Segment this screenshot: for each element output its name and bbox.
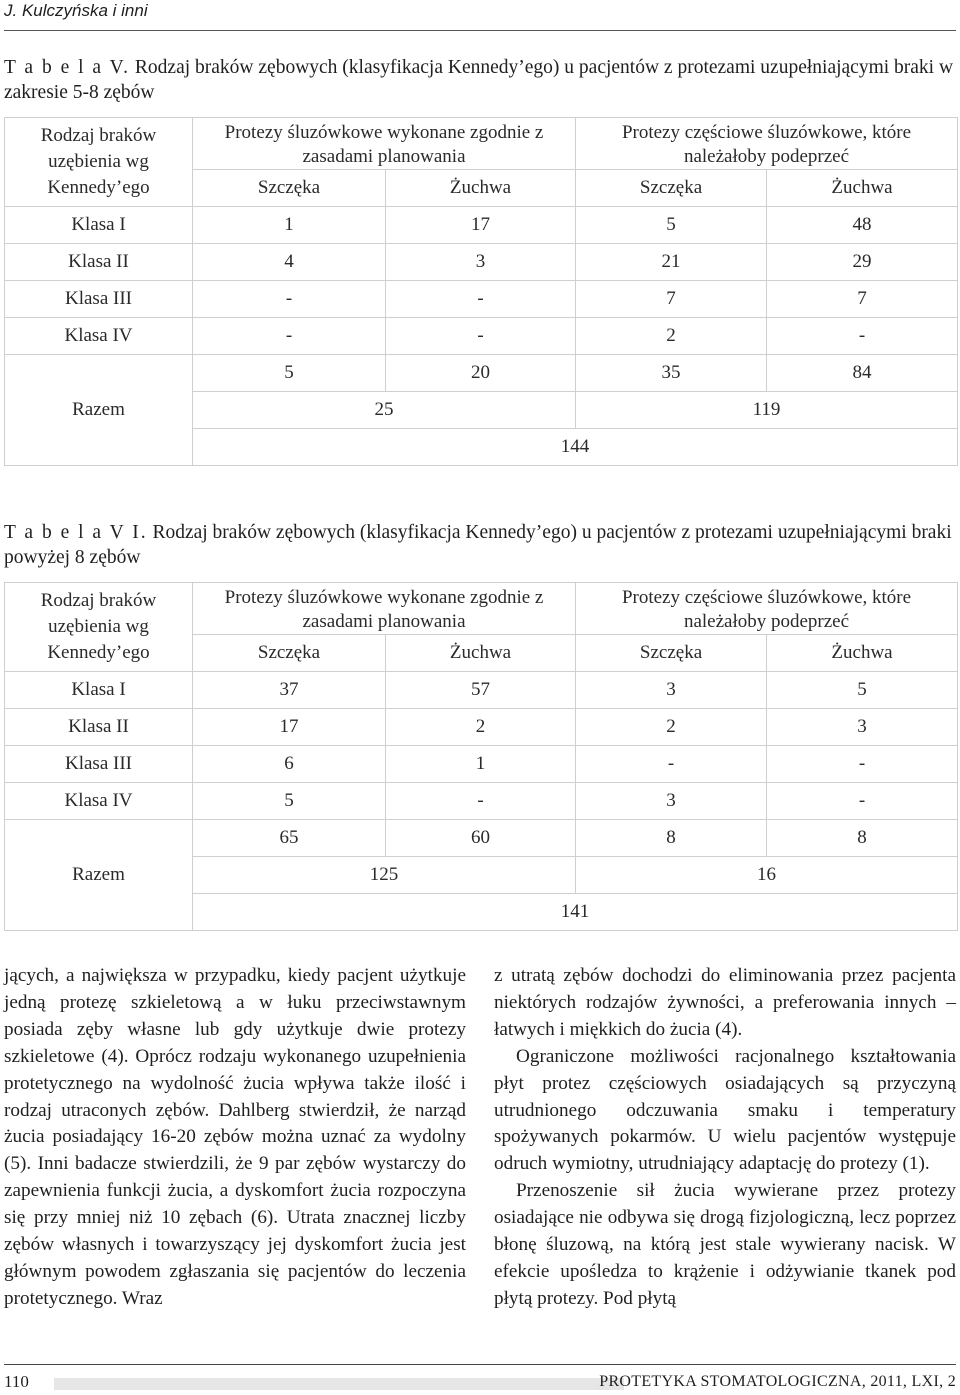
table-cell: - — [386, 783, 576, 820]
table-cell: 57 — [386, 672, 576, 709]
table6-group1-header: Protezy śluzówkowe wykonane zgodnie z zasadami planowania — [193, 583, 576, 635]
table6 — [4, 582, 958, 931]
body-paragraph: jących, a największa w przypadku, kiedy pacjent użytkuje jedną protezę szkieletową a w łuku przeciwstawnym posiada zęby własne lub gdy użytkuje dwie protezy szkieletowe (4). Oprócz rodzaju wykonanego uzupełnienia protetycznego na wydolność żucia wpływa także ilość i rodzaj utraconych zębów. Dahlberg stwierdził, że narząd żucia posiadający 16-20 zębów można uznać za wydolny (5). Inni badacze stwierdzili, że 9 par zębów wystarczy do zapewnienia funkcji żucia, a dyskomfort żucia rozpoczyna się przy mniej niż 10 zębach (6). Utrata znacznej liczby zębów własnych i towarzyszący jej dyskomfort żucia jest głównym powodem zgłaszania się pacjentów do leczenia protetycznego. Wraz — [4, 965, 466, 1309]
table5-caption-text: Rodzaj braków zębowych (klasyfikacja Kennedy’ego) u pacjentów z protezami uzupełniającymi braki w zakresie 5-8 zębów — [4, 57, 954, 103]
table-cell: 17 — [386, 207, 576, 244]
table-row — [5, 672, 958, 709]
row-label: Klasa IV — [5, 318, 193, 355]
total-cell: 60 — [386, 820, 576, 857]
body-column-left — [4, 963, 466, 1313]
total-label: Razem — [5, 820, 193, 931]
table-cell: 5 — [193, 783, 386, 820]
row-label: Klasa I — [5, 207, 193, 244]
footer-band — [54, 1378, 624, 1390]
page-footer — [4, 1370, 956, 1394]
running-head — [4, 0, 956, 31]
group-total-cell: 119 — [576, 392, 958, 429]
total-cell: 5 — [193, 355, 386, 392]
table6-sub-header: Żuchwa — [386, 635, 576, 672]
table-cell: 3 — [576, 783, 767, 820]
table6-sub-header: Żuchwa — [767, 635, 958, 672]
table-cell: 3 — [386, 244, 576, 281]
table-cell: - — [386, 281, 576, 318]
total-cell: 8 — [767, 820, 958, 857]
table-cell: 7 — [576, 281, 767, 318]
table-row — [5, 318, 958, 355]
row-label: Klasa I — [5, 672, 193, 709]
row-label: Klasa III — [5, 746, 193, 783]
total-cell: 35 — [576, 355, 767, 392]
grand-total-cell: 141 — [193, 894, 958, 931]
table5-sub-header: Szczęka — [193, 170, 386, 207]
total-label: Razem — [5, 355, 193, 466]
table-cell: 21 — [576, 244, 767, 281]
table-cell: - — [386, 318, 576, 355]
table6-corner-header: Rodzaj braków uzębienia wg Kennedy’ego — [5, 583, 193, 672]
table5-sub-header: Żuchwa — [767, 170, 958, 207]
total-cell: 84 — [767, 355, 958, 392]
table-cell: 5 — [767, 672, 958, 709]
table-cell: 1 — [193, 207, 386, 244]
table-cell: - — [193, 281, 386, 318]
footer-rule — [4, 1364, 956, 1365]
table-cell: 7 — [767, 281, 958, 318]
group-total-cell: 16 — [576, 857, 958, 894]
table-cell: 37 — [193, 672, 386, 709]
page-number: 110 — [4, 1372, 29, 1391]
table-cell: - — [193, 318, 386, 355]
group-total-cell: 125 — [193, 857, 576, 894]
row-label: Klasa III — [5, 281, 193, 318]
grand-total-cell: 144 — [193, 429, 958, 466]
table6-sub-header: Szczęka — [576, 635, 767, 672]
total-cell: 65 — [193, 820, 386, 857]
table5-group2-header: Protezy częściowe śluzówkowe, które należałoby podeprzeć — [576, 118, 958, 170]
table5-sub-header: Żuchwa — [386, 170, 576, 207]
running-head-text: J. Kulczyńska i inni — [4, 1, 148, 20]
table-cell: - — [576, 746, 767, 783]
table-row-totals — [5, 355, 958, 392]
table6-sub-header: Szczęka — [193, 635, 386, 672]
total-cell: 20 — [386, 355, 576, 392]
table-cell: 48 — [767, 207, 958, 244]
table-cell: 6 — [193, 746, 386, 783]
table5-corner-header: Rodzaj braków uzębienia wg Kennedy’ego — [5, 118, 193, 207]
body-paragraph: z utratą zębów dochodzi do eliminowania przez pacjenta niektórych rodzajów żywności, a preferowania innych – łatwych i miękkich do żucia (4). — [494, 965, 956, 1040]
table-cell: 2 — [386, 709, 576, 746]
table-cell: - — [767, 746, 958, 783]
group-total-cell: 25 — [193, 392, 576, 429]
table-cell: 17 — [193, 709, 386, 746]
total-cell: 8 — [576, 820, 767, 857]
table-cell: 5 — [576, 207, 767, 244]
row-label: Klasa II — [5, 244, 193, 281]
table-cell: - — [767, 783, 958, 820]
table-row — [5, 207, 958, 244]
table5 — [4, 117, 958, 466]
table6-caption-text: Rodzaj braków zębowych (klasyfikacja Kennedy’ego) u pacjentów z protezami uzupełniającymi braki powyżej 8 zębów — [4, 522, 952, 568]
table5-sub-header: Szczęka — [576, 170, 767, 207]
table-cell: 4 — [193, 244, 386, 281]
table5-group1-header: Protezy śluzówkowe wykonane zgodnie z zasadami planowania — [193, 118, 576, 170]
row-label: Klasa II — [5, 709, 193, 746]
table6-caption — [4, 520, 956, 570]
table-row — [5, 783, 958, 820]
table-cell: 1 — [386, 746, 576, 783]
table-cell: 2 — [576, 318, 767, 355]
table6-label: T a b e l a V I. — [4, 522, 148, 543]
table-cell: 3 — [576, 672, 767, 709]
table-row — [5, 709, 958, 746]
table-cell: 3 — [767, 709, 958, 746]
table-cell: 29 — [767, 244, 958, 281]
table-row-totals — [5, 820, 958, 857]
table-row — [5, 281, 958, 318]
table-cell: 2 — [576, 709, 767, 746]
table-cell: - — [767, 318, 958, 355]
table-row — [5, 746, 958, 783]
table6-group2-header: Protezy częściowe śluzówkowe, które należałoby podeprzeć — [576, 583, 958, 635]
body-paragraph: Ograniczone możliwości racjonalnego kształtowania płyt protez częściowych osiadających są przyczyną utrudnionego odczuwania smaku i temperatury spożywanych pokarmów. U wielu pacjentów występuje odruch wymiotny, utrudniający adaptację do protezy (1). — [494, 1045, 956, 1175]
body-paragraph: Przenoszenie sił żucia wywierane przez protezy osiadające nie odbywa się drogą fizjologiczną, lecz poprzez błonę śluzową, na którą jest stale wywierany nacisk. W efekcie upośledza to krążenie i odżywianie tkanek pod płytą protezy. Pod płytą — [494, 1180, 956, 1309]
row-label: Klasa IV — [5, 783, 193, 820]
journal-name: PROTETYKA STOMATOLOGICZNA, 2011, LXI, 2 — [599, 1373, 956, 1390]
body-column-right — [494, 963, 956, 1313]
table-row — [5, 244, 958, 281]
table5-caption — [4, 55, 956, 105]
table5-label: T a b e l a V. — [4, 57, 131, 78]
